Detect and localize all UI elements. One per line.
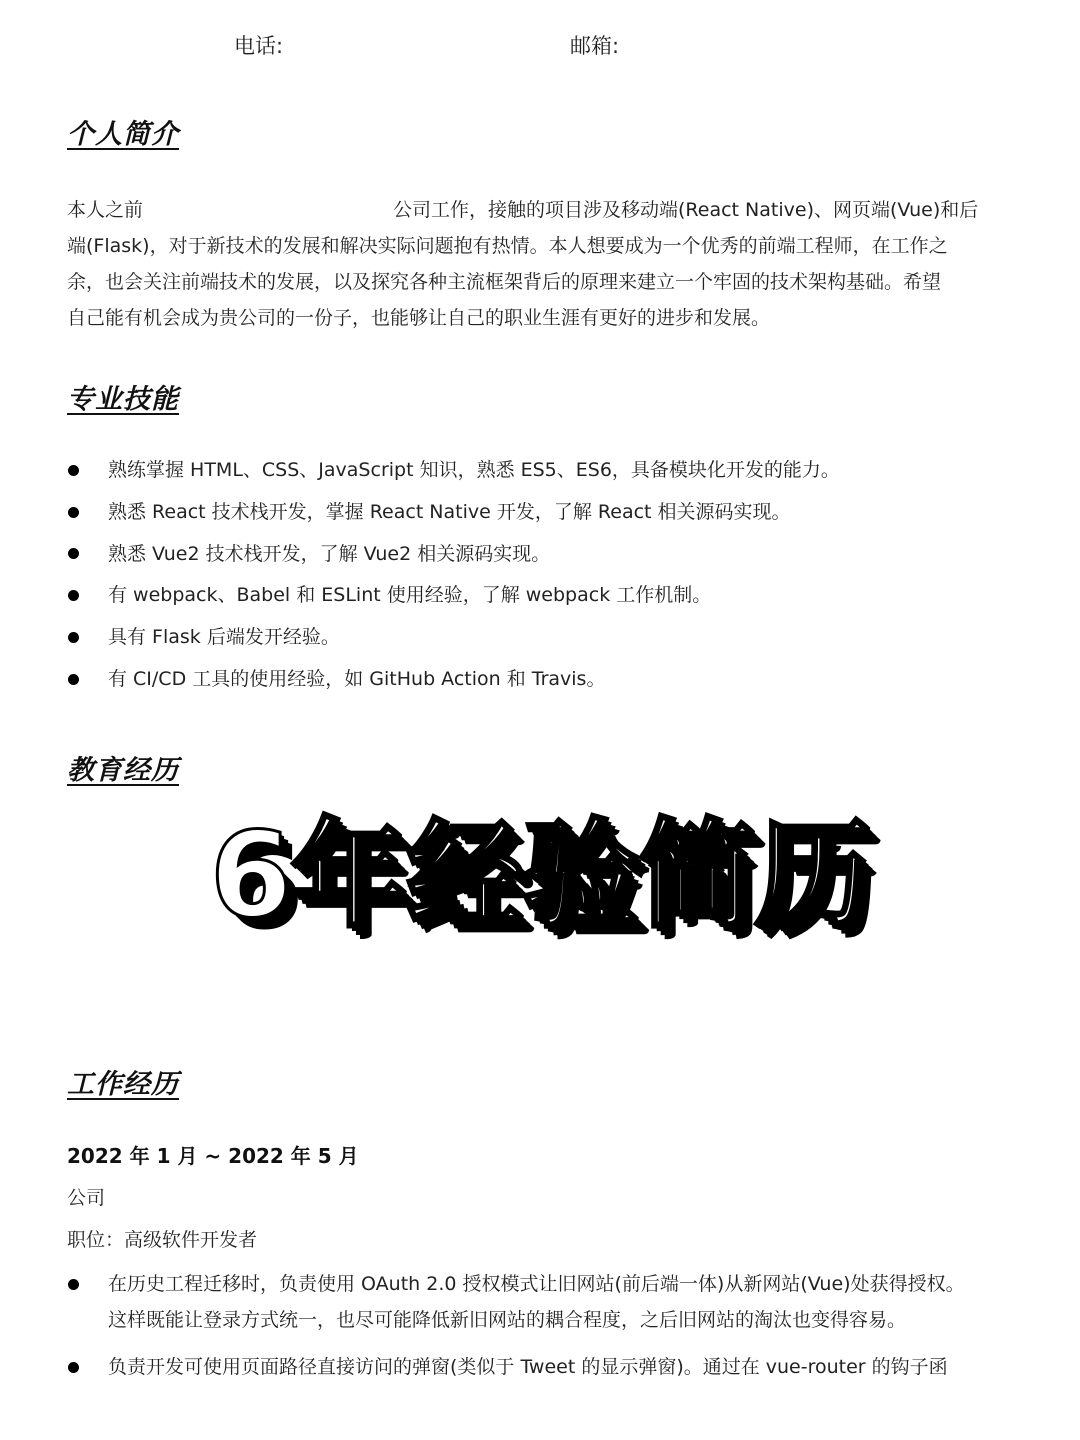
intro-line-4: 自己能有机会成为贵公司的一份子，也能够让自己的职业生涯有更好的进步和发展。	[67, 307, 771, 329]
phone-label: 电话:	[234, 34, 284, 58]
intro-line-2: 端(Flask)，对于新技术的发展和解决实际问题抱有热情。本人想要成为一个优秀的前端工程师，在工作之	[67, 235, 948, 257]
bullet-dot-icon	[68, 674, 79, 685]
intro-line-3: 余，也会关注前端技术的发展，以及探究各种主流框架背后的原理来建立一个牢固的技术架构基础。希望	[67, 271, 942, 293]
list-item	[67, 617, 1047, 659]
skill-text: 熟悉 Vue2 技术栈开发，了解 Vue2 相关源码实现。	[108, 542, 551, 565]
bullet-dot-icon	[68, 590, 79, 601]
overlay-title: 6年经验简历	[209, 806, 871, 944]
intro-line-1-end: 公司工作，接触的项目涉及移动端(React Native)、网页端(Vue)和后	[393, 199, 979, 221]
work-duties-list	[67, 1266, 1047, 1385]
list-item	[67, 534, 1047, 576]
duty-line: 这样既能让登录方式统一，也尽可能降低新旧网站的耦合程度，之后旧网站的淘汰也变得容易。	[108, 1309, 907, 1331]
skill-text: 有 webpack、Babel 和 ESLint 使用经验，了解 webpack 工作机制。	[108, 584, 712, 607]
intro-line-1-start: 本人之前	[67, 199, 144, 221]
bullet-dot-icon	[68, 465, 79, 476]
bullet-dot-icon	[68, 632, 79, 643]
list-item	[67, 575, 1047, 617]
work-company: 公司	[67, 1187, 106, 1209]
bullet-dot-icon	[68, 507, 79, 518]
skill-text: 熟悉 React 技术栈开发，掌握 React Native 开发，了解 React 相关源码实现。	[108, 500, 791, 523]
work-date-range: 2022 年 1 月 ~ 2022 年 5 月	[67, 1144, 359, 1168]
bullet-dot-icon	[68, 1362, 79, 1373]
section-title-work: 工作经历	[67, 1069, 179, 1100]
list-item	[67, 1349, 1047, 1385]
skill-text: 具有 Flask 后端发开经验。	[108, 626, 340, 649]
section-title-intro: 个人简介	[67, 119, 179, 150]
skill-text: 有 CI/CD 工具的使用经验，如 GitHub Action 和 Travis。	[108, 667, 606, 690]
skills-list	[67, 450, 1047, 701]
section-title-education: 教育经历	[67, 755, 179, 786]
duty-line: 在历史工程迁移时，负责使用 OAuth 2.0 授权模式让旧网站(前后端一体)从新网站(Vue)处获得授权。	[108, 1273, 965, 1295]
duty-line: 负责开发可使用页面路径直接访问的弹窗(类似于 Tweet 的显示弹窗)。通过在 vue-router 的钩子函	[108, 1356, 948, 1378]
list-item	[67, 450, 1047, 492]
bullet-dot-icon	[68, 548, 79, 559]
intro-paragraph	[67, 192, 1027, 336]
work-position: 职位：高级软件开发者	[67, 1229, 258, 1251]
list-item	[67, 1266, 1047, 1338]
list-item	[67, 492, 1047, 534]
intro-line-1	[67, 192, 1027, 228]
list-item	[67, 659, 1047, 701]
section-title-skills: 专业技能	[67, 384, 179, 415]
skill-text: 熟练掌握 HTML、CSS、JavaScript 知识，熟悉 ES5、ES6，具备模块化开发的能力。	[108, 459, 840, 481]
email-label: 邮箱:	[570, 34, 620, 58]
bullet-dot-icon	[68, 1279, 79, 1290]
